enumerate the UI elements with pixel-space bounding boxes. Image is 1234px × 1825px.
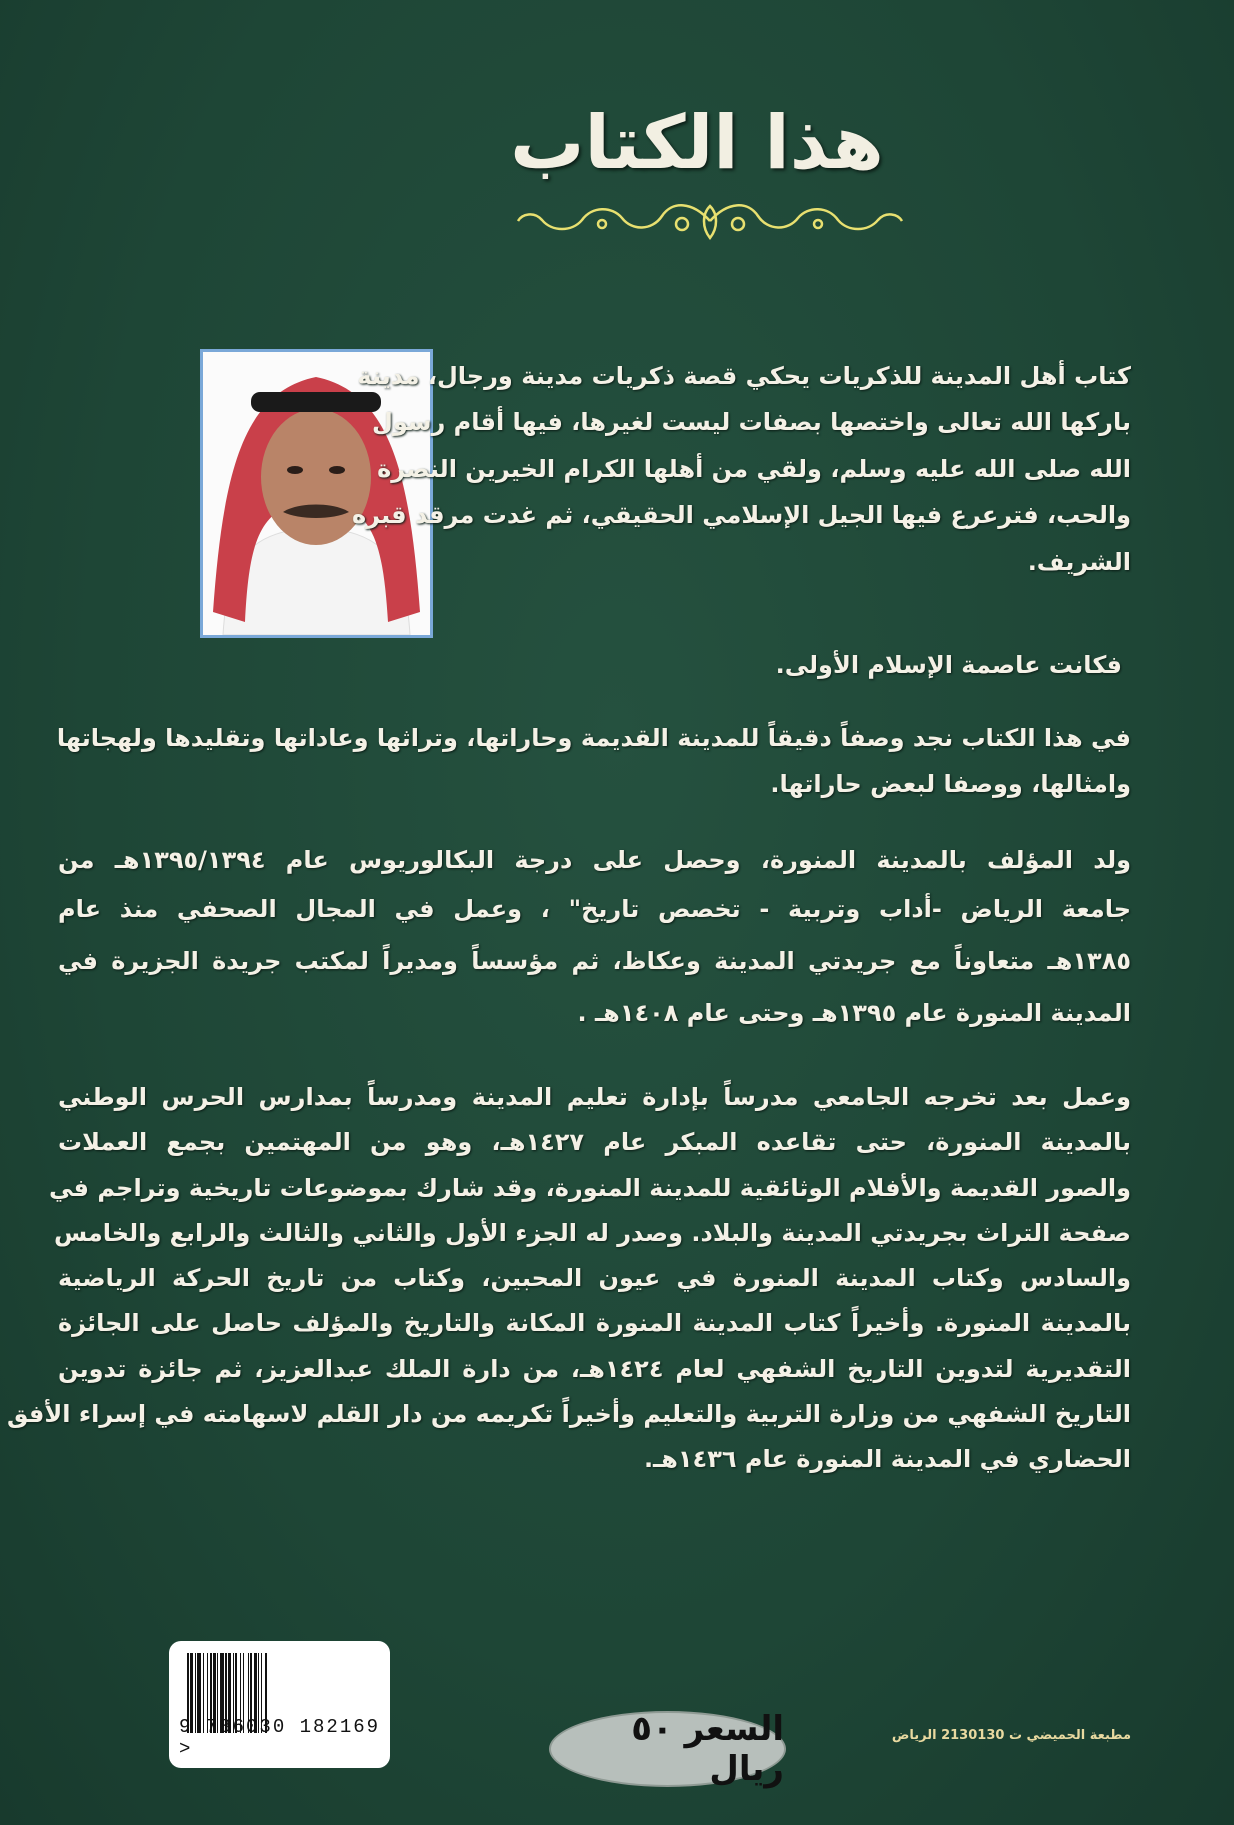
text-line: وعمل بعد تخرجه الجامعي مدرساً بإدارة تعليم المدينة ومدرساً بمدارس الحرس الوطني bbox=[58, 1083, 1131, 1111]
text-line: الشريف. bbox=[1027, 548, 1131, 576]
printer-info: مطبعة الحميضي ت 2130130 الرياض bbox=[891, 1728, 1131, 1743]
text-line: ١٣٨٥هـ متعاوناً مع جريدتي المدينة وعكاظ، ثم مؤسساً ومديراً لمكتب جريدة الجزيرة في bbox=[58, 947, 1131, 975]
ornament-divider-icon bbox=[512, 196, 908, 246]
text-line: الحضاري في المدينة المنورة عام ١٤٣٦هـ. bbox=[643, 1445, 1131, 1473]
text-line: بالمدينة المنورة، حتى تقاعده المبكر عام ١٤٢٧هـ، وهو من المهتمين بجمع العملات bbox=[58, 1128, 1131, 1156]
text-line: وامثالها، ووصفا لبعض حاراتها. bbox=[770, 770, 1131, 798]
text-line: بالمدينة المنورة. وأخيراً كتاب المدينة المنورة المكانة والتاريخ والمؤلف حاصل على الجائزة bbox=[58, 1309, 1131, 1337]
capital-line: فكانت عاصمة الإسلام الأولى. bbox=[775, 651, 1122, 679]
isbn-number: 9 786030 182169 > bbox=[179, 1716, 381, 1760]
text-line: الله صلى الله عليه وسلم، ولقي من أهلها الكرام الخيرين النصرة bbox=[377, 455, 1131, 483]
text-line: في هذا الكتاب نجد وصفاً دقيقاً للمدينة القديمة وحاراتها، وتراثها وعاداتها وتقليدها ولهجاتها bbox=[56, 724, 1131, 752]
text-line: جامعة الرياض -أداب وتربية - تخصص تاريخ" ، وعمل في المجال الصحفي منذ عام bbox=[58, 895, 1131, 923]
text-line: باركها الله تعالى واختصها بصفات ليست لغيرها، فيها أقام رسول bbox=[372, 408, 1131, 436]
text-line: والسادس وكتاب المدينة المنورة في عيون المحبين، وكتاب من تاريخ الحركة الرياضية bbox=[58, 1264, 1131, 1292]
text-line: المدينة المنورة عام ١٣٩٥هـ وحتى عام ١٤٠٨هـ . bbox=[577, 999, 1131, 1027]
text-line: التقديرية لتدوين التاريخ الشفهي لعام ١٤٢٤هـ، من دارة الملك عبدالعزيز، ثم جائزة تدوين bbox=[58, 1355, 1132, 1383]
text-line: والصور القديمة والأفلام الوثائقية للمدينة المنورة، وقد شارك بموضوعات تاريخية وتراجم في bbox=[48, 1174, 1131, 1202]
text-line: ولد المؤلف بالمدينة المنورة، وحصل على درجة البكالوريوس عام ١٣٩٥/١٣٩٤هـ من bbox=[58, 846, 1131, 874]
isbn-barcode bbox=[169, 1641, 390, 1768]
author-photo bbox=[200, 349, 433, 638]
price-badge: السعر ٥٠ ريال bbox=[549, 1711, 786, 1787]
cover-title: هذا الكتاب bbox=[510, 100, 884, 186]
text-line: كتاب أهل المدينة للذكريات يحكي قصة ذكريات مدينة ورجال، مدينة bbox=[357, 362, 1131, 390]
text-line: والحب، فترعرع فيها الجيل الإسلامي الحقيقي، ثم غدت مرقد قبره bbox=[352, 501, 1131, 529]
text-line: صفحة التراث بجريدتي المدينة والبلاد. وصدر له الجزء الأول والثاني والثالث والرابع والخامس bbox=[54, 1219, 1131, 1247]
text-line: التاريخ الشفهي من وزارة التربية والتعليم وأخيراً تكريمه من دار القلم لاسهامته في إسراء الأفق bbox=[7, 1400, 1131, 1428]
